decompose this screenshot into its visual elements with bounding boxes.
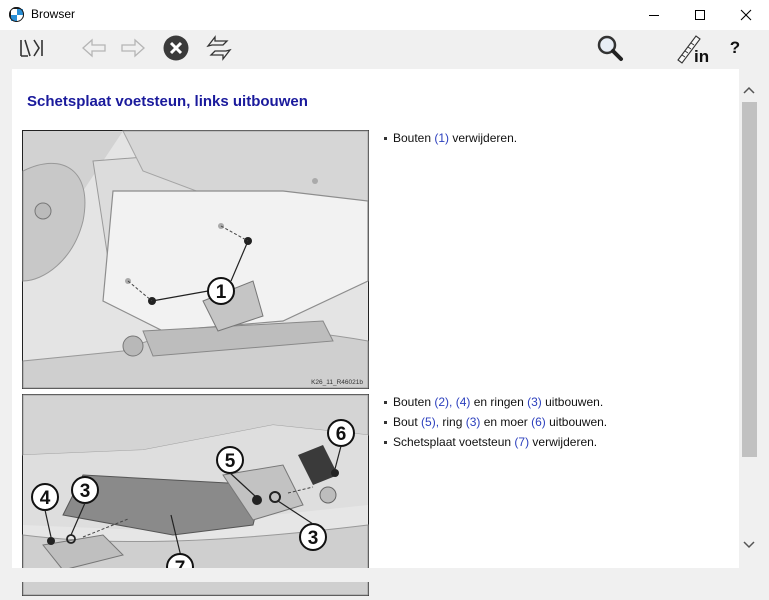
close-icon xyxy=(740,9,752,21)
help-icon: ? xyxy=(729,38,741,57)
callout-5 xyxy=(217,447,243,473)
toc-icon xyxy=(18,36,46,60)
back-button[interactable] xyxy=(78,32,110,64)
vertical-scrollbar[interactable] xyxy=(739,69,769,568)
svg-text:6: 6 xyxy=(335,424,347,445)
units-label: in xyxy=(694,47,710,66)
svg-text:3: 3 xyxy=(79,481,91,502)
close-window-button[interactable] xyxy=(723,0,769,30)
stop-button[interactable] xyxy=(160,32,192,64)
step-item: Bout (5), ring (3) en moer (6) uitbouwen. xyxy=(382,415,607,435)
callout-3b xyxy=(300,524,326,550)
title-bar xyxy=(0,0,769,30)
content-area xyxy=(12,69,739,568)
callout-4 xyxy=(32,484,58,510)
page-title: Schetsplaat voetsteun, links uitbouwen xyxy=(27,93,308,110)
refresh-icon xyxy=(203,32,235,64)
figure-1-illustration xyxy=(23,131,368,388)
scroll-up-button[interactable] xyxy=(741,82,757,98)
reference-link[interactable]: (3) xyxy=(465,415,481,429)
refresh-button[interactable] xyxy=(202,32,236,64)
maximize-button[interactable] xyxy=(677,0,723,30)
svg-text:5: 5 xyxy=(224,451,236,472)
figure-1-caption: K26_11_R46021b xyxy=(311,379,363,386)
reference-link[interactable]: (4) xyxy=(455,395,471,409)
steps-list-1 xyxy=(382,131,517,151)
scroll-down-button[interactable] xyxy=(741,537,757,553)
maximize-icon xyxy=(694,9,706,21)
step-item: Schetsplaat voetsteun (7) verwijderen. xyxy=(382,435,607,455)
svg-text:4: 4 xyxy=(39,488,51,509)
bmw-logo-icon xyxy=(9,7,24,22)
forward-button[interactable] xyxy=(117,32,149,64)
scrollbar-thumb[interactable] xyxy=(742,102,757,457)
search-button[interactable] xyxy=(594,32,626,64)
reference-link[interactable]: (1) xyxy=(434,131,450,145)
forward-arrow-icon xyxy=(119,37,147,59)
step-item: Bouten (2), (4) en ringen (3) uitbouwen. xyxy=(382,395,607,415)
reference-link[interactable]: (7) xyxy=(514,435,530,449)
units-inch-icon xyxy=(676,32,712,64)
figure-2-illustration xyxy=(23,395,368,595)
stop-icon xyxy=(162,34,190,62)
reference-link[interactable]: (2), xyxy=(434,395,453,409)
callout-6 xyxy=(328,420,354,446)
help-button[interactable] xyxy=(722,32,748,64)
search-icon xyxy=(596,34,624,62)
chevron-up-icon xyxy=(743,86,755,94)
bottom-edge xyxy=(0,568,769,582)
chevron-down-icon xyxy=(743,541,755,549)
window-title: Browser xyxy=(31,7,76,21)
svg-text:1: 1 xyxy=(215,282,227,303)
minimize-button[interactable] xyxy=(631,0,677,30)
steps-list-2 xyxy=(382,395,607,455)
minimize-icon xyxy=(648,9,660,21)
toc-button[interactable] xyxy=(16,32,48,64)
toolbar xyxy=(0,30,769,68)
svg-text:3: 3 xyxy=(307,528,319,549)
step-item: Bouten (1) verwijderen. xyxy=(382,131,517,151)
figure-2 xyxy=(22,394,369,596)
reference-link[interactable]: (5), xyxy=(421,415,440,429)
units-button[interactable] xyxy=(676,32,712,64)
callout-3a xyxy=(72,477,98,503)
callout-1 xyxy=(208,278,234,304)
back-arrow-icon xyxy=(80,37,108,59)
reference-link[interactable]: (6) xyxy=(531,415,546,429)
reference-link[interactable]: (3) xyxy=(527,395,542,409)
figure-1 xyxy=(22,130,369,389)
